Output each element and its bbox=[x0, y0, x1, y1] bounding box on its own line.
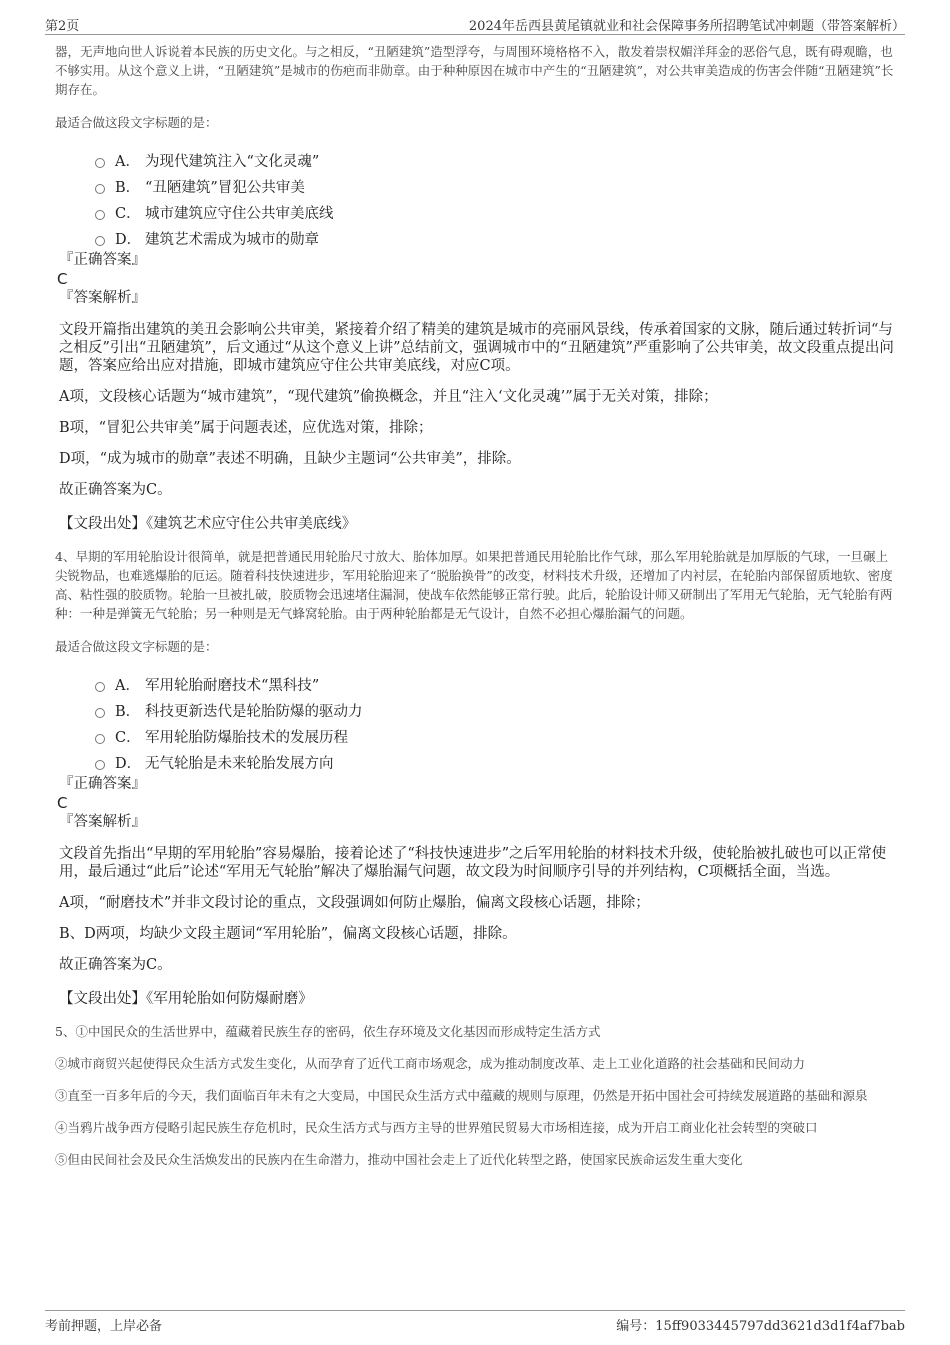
q5-item: ③直至一百多年后的今天，我们面临百年未有之大变局，中国民众生活方式中蕴藏的规则与原理，仍然是开拓中国社会可持续发展道路的基础和源泉 bbox=[55, 1088, 868, 1103]
analysis-paragraph: B、D两项，均缺少文段主题词“军用轮胎”，偏离文段核心话题，排除。 bbox=[59, 926, 517, 942]
q4-prompt: 最适合做这段文字标题的是： bbox=[55, 639, 218, 654]
page-content bbox=[55, 42, 898, 1182]
analysis-paragraph: 故正确答案为C。 bbox=[59, 482, 172, 498]
page-header bbox=[45, 12, 905, 35]
q4-analysis bbox=[59, 845, 898, 974]
q4-source: 【文段出处】《军用轮胎如何防爆耐磨》 bbox=[59, 991, 313, 1007]
analysis-paragraph: D项，“成为城市的勋章”表述不明确，且缺少主题词“公共审美”，排除。 bbox=[59, 451, 521, 467]
q3-passage-tail: 器，无声地向世人诉说着本民族的历史文化。与之相反，“丑陋建筑”造型浮夸，与周围环境格格不入，散发着崇权媚洋拜金的恶俗气息，既有碍观瞻，也不够实用。从这个意义上讲，“丑陋建筑”是城市的伤疤而非勋章。由于种种原因在城市中产生的“丑陋建筑”，对公共审美造成的伤害会伴随“丑陋建筑”长期存在。 bbox=[55, 44, 894, 97]
q3-option-d[interactable]: D． 建筑艺术需成为城市的勋章 bbox=[95, 225, 898, 251]
radio-icon[interactable] bbox=[95, 210, 105, 220]
analysis-paragraph: B项，“冒犯公共审美”属于问题表述，应优选对策，排除； bbox=[59, 420, 433, 436]
q5-item: ④当鸦片战争西方侵略引起民族生存危机时，民众生活方式与西方主导的世界殖民贸易大市场相连接，成为开启工商业化社会转型的突破口 bbox=[55, 1120, 818, 1135]
radio-icon[interactable] bbox=[95, 760, 105, 770]
q4-option-c[interactable]: C． 军用轮胎防爆胎技术的发展历程 bbox=[95, 723, 898, 749]
analysis-paragraph: 文段首先指出“早期的军用轮胎”容易爆胎，接着论述了“科技快速进步”之后军用轮胎的材料技术升级，使轮胎被扎破也可以正常使用，最后通过“此后”论述“军用无气轮胎”解决了爆胎漏气问题，故文段为时间顺序引导的并列结构，C项概括全面，当选。 bbox=[59, 846, 887, 880]
q4-option-b[interactable]: B． 科技更新迭代是轮胎防爆的驱动力 bbox=[95, 697, 898, 723]
radio-icon[interactable] bbox=[95, 734, 105, 744]
q4-option-a[interactable]: A． 军用轮胎耐磨技术“黑科技” bbox=[95, 671, 898, 697]
document-title: 2024年岳西县黄尾镇就业和社会保障事务所招聘笔试冲刺题（带答案解析） bbox=[468, 19, 905, 34]
q3-analysis-label: 『答案解析』 bbox=[59, 290, 146, 306]
q4-options bbox=[95, 671, 898, 775]
radio-icon[interactable] bbox=[95, 158, 105, 168]
analysis-paragraph: A项，文段核心话题为“城市建筑”，“现代建筑”偷换概念，并且“注入‘文化灵魂’”属于无关对策，排除； bbox=[59, 389, 718, 405]
page-number: 第2页 bbox=[45, 19, 80, 34]
page-footer bbox=[45, 1310, 905, 1335]
radio-icon[interactable] bbox=[95, 236, 105, 246]
analysis-paragraph: A项，“耐磨技术”并非文段讨论的重点，文段强调如何防止爆胎，偏离文段核心话题，排除； bbox=[59, 895, 650, 911]
q3-answer: C bbox=[57, 270, 68, 288]
q3-option-b[interactable]: B． “丑陋建筑”冒犯公共审美 bbox=[95, 173, 898, 199]
analysis-paragraph: 故正确答案为C。 bbox=[59, 957, 172, 973]
q5-item: 5、①中国民众的生活世界中，蕴藏着民族生存的密码，依生存环境及文化基因而形成特定生活方式 bbox=[55, 1024, 601, 1039]
footer-slogan: 考前押题，上岸必备 bbox=[45, 1319, 163, 1334]
q4-option-d[interactable]: D． 无气轮胎是未来轮胎发展方向 bbox=[95, 749, 898, 775]
q3-option-c[interactable]: C． 城市建筑应守住公共审美底线 bbox=[95, 199, 898, 225]
q3-options bbox=[95, 147, 898, 251]
q3-answer-label: 『正确答案』 bbox=[59, 252, 146, 268]
q5-items bbox=[55, 1022, 898, 1169]
radio-icon[interactable] bbox=[95, 184, 105, 194]
analysis-paragraph: 文段开篇指出建筑的美丑会影响公共审美，紧接着介绍了精美的建筑是城市的亮丽风景线，传承着国家的文脉，随后通过转折词“与之相反”引出“丑陋建筑”，后文通过“从这个意义上讲”总结前文，强调城市中的“丑陋建筑”严重影响了公共审美，故文段重点提出问题，答案应给出应对措施，即城市建筑应守住公共审美底线，对应C项。 bbox=[59, 322, 894, 374]
document-id: 编号：15ff9033445797dd3621d3d1f4af7bab bbox=[616, 1319, 905, 1334]
q5-item: ②城市商贸兴起使得民众生活方式发生变化，从而孕育了近代工商市场观念，成为推动制度改革、走上工业化道路的社会基础和民间动力 bbox=[55, 1056, 806, 1071]
q3-source: 【文段出处】《建筑艺术应守住公共审美底线》 bbox=[59, 516, 357, 532]
radio-icon[interactable] bbox=[95, 708, 105, 718]
q4-analysis-label: 『答案解析』 bbox=[59, 814, 146, 830]
q4-answer-label: 『正确答案』 bbox=[59, 776, 146, 792]
q5-item: ⑤但由民间社会及民众生活焕发出的民族内在生命潜力，推动中国社会走上了近代化转型之路，使国家民族命运发生重大变化 bbox=[55, 1152, 743, 1167]
q3-analysis bbox=[59, 321, 898, 499]
q4-question: 4、早期的军用轮胎设计很简单，就是把普通民用轮胎尺寸放大、胎体加厚。如果把普通民用轮胎比作气球，那么军用轮胎就是加厚版的气球，一旦碾上尖锐物品，也难逃爆胎的厄运。随着科技快速进步，军用轮胎迎来了“脱胎换骨”的改变，材料技术升级，还增加了内衬层，在轮胎内部保留质地软、密度高、粘性强的胶质物。轮胎一旦被扎破，胶质物会迅速堵住漏洞，使战车依然能够正常行驶。此后，轮胎设计师又研制出了军用无气轮胎，无气轮胎有两种：一种是弹簧无气轮胎；另一种则是无气蜂窝轮胎。由于两种轮胎都是无气设计，自然不必担心爆胎漏气的问题。 bbox=[55, 549, 893, 621]
radio-icon[interactable] bbox=[95, 682, 105, 692]
q3-prompt: 最适合做这段文字标题的是： bbox=[55, 115, 218, 130]
q4-answer: C bbox=[57, 794, 68, 812]
q3-option-a[interactable]: A． 为现代建筑注入“文化灵魂” bbox=[95, 147, 898, 173]
